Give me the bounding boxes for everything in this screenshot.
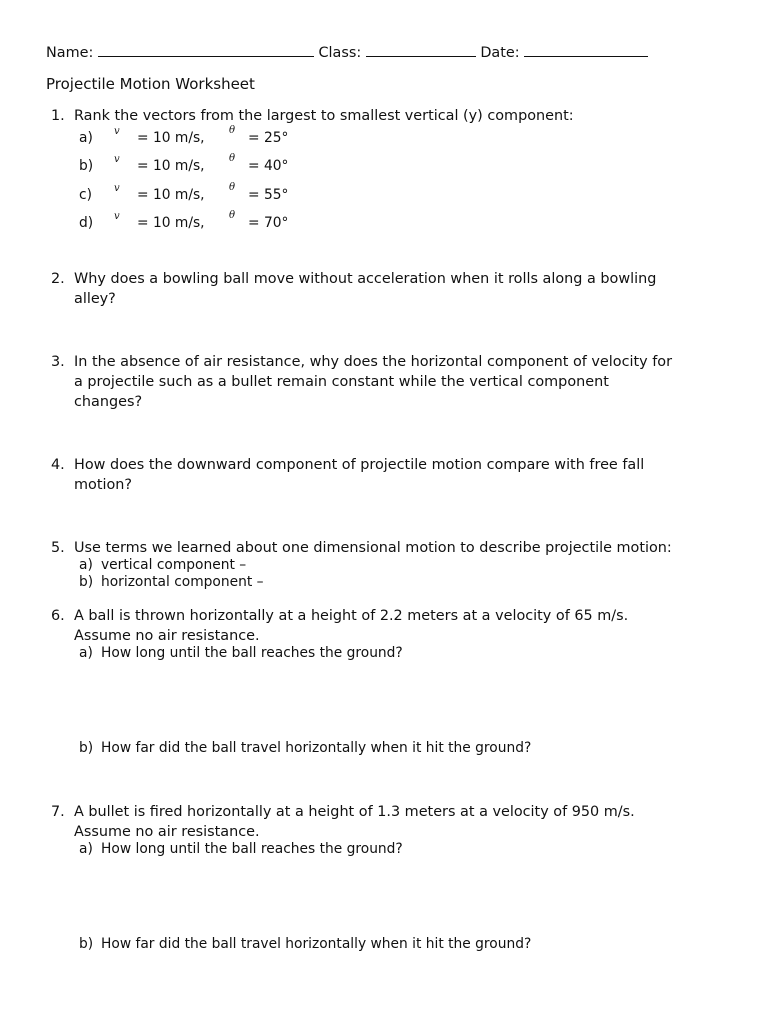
theta-symbol: θ bbox=[229, 182, 236, 193]
question-text-line: How does the downward component of projectile motion compare with free fall bbox=[74, 457, 645, 473]
question-text-line: alley? bbox=[74, 291, 116, 307]
class-label: Class: bbox=[318, 45, 362, 61]
part-label: a) bbox=[79, 557, 93, 573]
item-label: b) bbox=[79, 158, 94, 174]
angle-value: = 55° bbox=[248, 187, 289, 203]
name-label: Name: bbox=[46, 45, 94, 61]
velocity-symbol: v bbox=[114, 154, 120, 165]
theta-symbol: θ bbox=[229, 153, 236, 164]
velocity-value: = 10 m/s, bbox=[137, 158, 205, 174]
theta-symbol: θ bbox=[229, 125, 236, 136]
class-field[interactable] bbox=[366, 44, 476, 57]
question-text-line: changes? bbox=[74, 394, 143, 410]
angle-value: = 25° bbox=[248, 130, 289, 146]
angle-value: = 70° bbox=[248, 215, 289, 231]
part-text: vertical component – bbox=[101, 557, 247, 573]
velocity-symbol: v bbox=[114, 183, 120, 194]
theta-symbol: θ bbox=[229, 210, 236, 221]
question-text-line: A ball is thrown horizontally at a height of 2.2 meters at a velocity of 65 m/s. bbox=[74, 608, 629, 624]
question-number: 7. bbox=[51, 804, 65, 820]
velocity-value: = 10 m/s, bbox=[137, 130, 205, 146]
velocity-value: = 10 m/s, bbox=[137, 215, 205, 231]
velocity-value: = 10 m/s, bbox=[137, 187, 205, 203]
date-label: Date: bbox=[480, 45, 520, 61]
worksheet-title: Projectile Motion Worksheet bbox=[46, 75, 255, 93]
question-text: Use terms we learned about one dimensional motion to describe projectile motion: bbox=[74, 540, 672, 556]
velocity-symbol: v bbox=[114, 126, 120, 137]
item-label: a) bbox=[79, 130, 93, 146]
question-text: Rank the vectors from the largest to smallest vertical (y) component: bbox=[74, 108, 574, 124]
question-number: 6. bbox=[51, 608, 65, 624]
question-number: 1. bbox=[51, 108, 65, 124]
question-text-line: In the absence of air resistance, why does the horizontal component of velocity for bbox=[74, 354, 673, 370]
part-label: a) bbox=[79, 841, 93, 857]
question-text-line: Why does a bowling ball move without acceleration when it rolls along a bowling bbox=[74, 271, 657, 287]
question-text-line: A bullet is fired horizontally at a height of 1.3 meters at a velocity of 950 m/s. bbox=[74, 804, 635, 820]
part-text: How far did the ball travel horizontally when it hit the ground? bbox=[101, 936, 532, 952]
part-text: horizontal component – bbox=[101, 574, 264, 590]
question-text-line: motion? bbox=[74, 477, 133, 493]
question-text-line: Assume no air resistance. bbox=[74, 628, 260, 644]
part-text: How long until the ball reaches the ground? bbox=[101, 841, 403, 857]
part-text: How far did the ball travel horizontally when it hit the ground? bbox=[101, 740, 532, 756]
part-text: How long until the ball reaches the ground? bbox=[101, 645, 403, 661]
part-label: a) bbox=[79, 645, 93, 661]
part-label: b) bbox=[79, 936, 94, 952]
velocity-symbol: v bbox=[114, 211, 120, 222]
question-number: 5. bbox=[51, 540, 65, 556]
date-field[interactable] bbox=[524, 44, 648, 57]
name-field[interactable] bbox=[98, 44, 314, 57]
question-text-line: a projectile such as a bullet remain constant while the vertical component bbox=[74, 374, 609, 390]
item-label: c) bbox=[79, 187, 92, 203]
header-row bbox=[46, 44, 648, 64]
part-label: b) bbox=[79, 574, 94, 590]
question-number: 3. bbox=[51, 354, 65, 370]
question-number: 2. bbox=[51, 271, 65, 287]
angle-value: = 40° bbox=[248, 158, 289, 174]
question-number: 4. bbox=[51, 457, 65, 473]
item-label: d) bbox=[79, 215, 94, 231]
question-text-line: Assume no air resistance. bbox=[74, 824, 260, 840]
part-label: b) bbox=[79, 740, 94, 756]
